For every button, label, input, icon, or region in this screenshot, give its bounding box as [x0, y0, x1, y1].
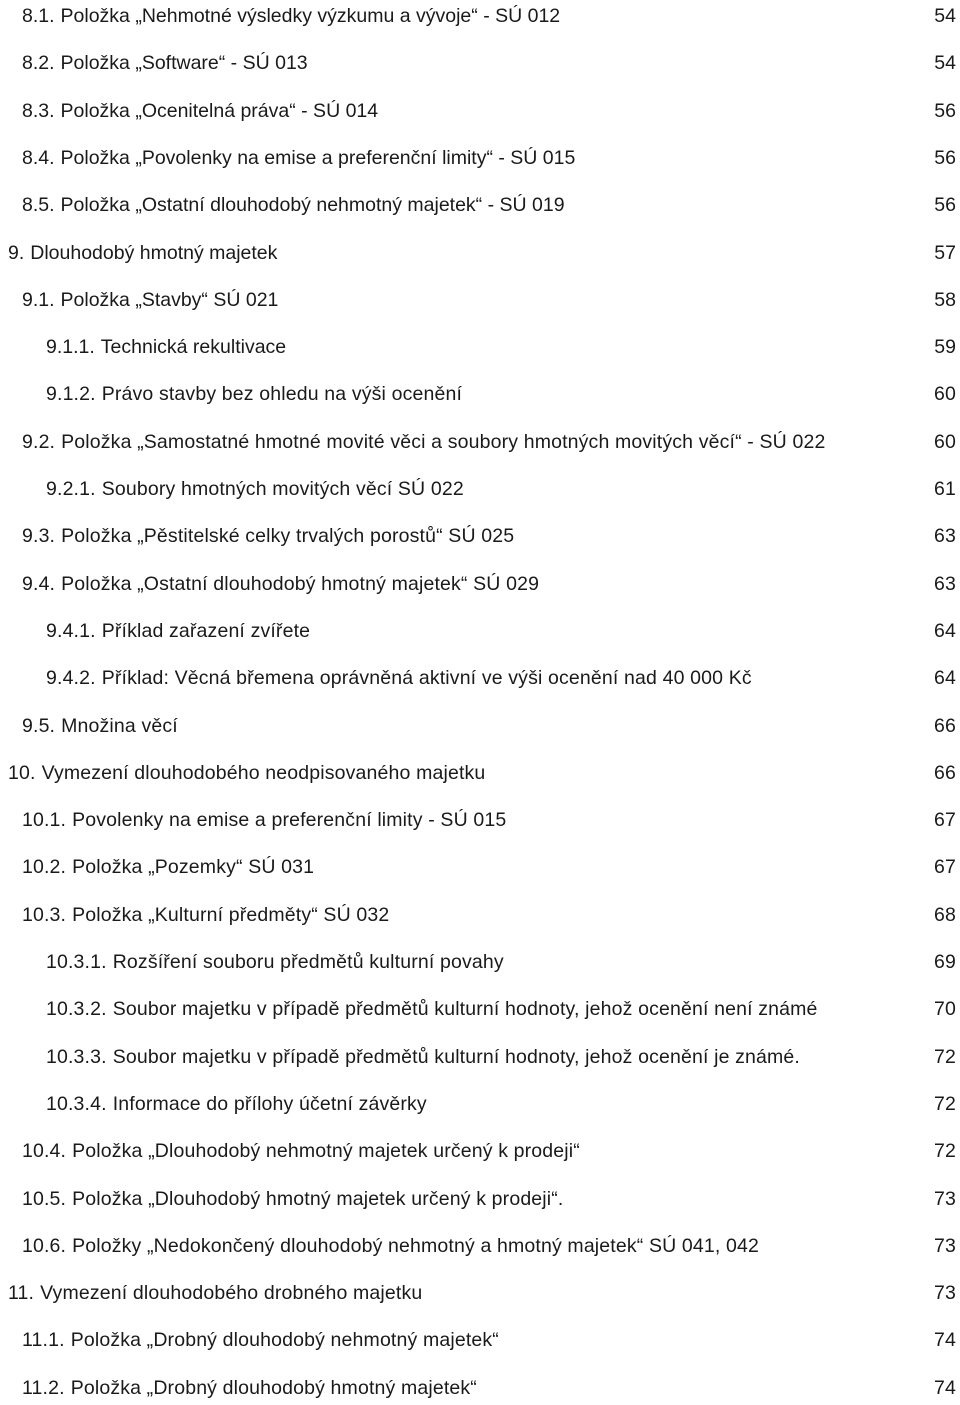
toc-entry-page-number: 69: [934, 951, 956, 973]
toc-entry[interactable]: [0, 1183, 960, 1215]
toc-entry[interactable]: [0, 1230, 960, 1262]
toc-entry-number: 9.2.: [22, 430, 56, 453]
toc-entry-number: 10.3.: [22, 903, 67, 926]
toc-entry-page-number: 60: [934, 430, 956, 453]
toc-entry-page-number: 63: [934, 572, 956, 595]
toc-entry-number: 8.3.: [22, 99, 55, 122]
toc-entry[interactable]: [0, 189, 960, 221]
toc-entry[interactable]: [0, 662, 960, 694]
toc-entry-title: Množina věcí: [61, 714, 178, 737]
toc-entry-title: Položka „Dlouhodobý hmotný majetek určený k prodeji“.: [72, 1187, 564, 1210]
toc-entry-number: 11.2.: [22, 1376, 65, 1399]
toc-entry[interactable]: [0, 95, 960, 127]
toc-entry-number: 8.4.: [22, 146, 55, 169]
toc-entry-title: Položka „Pěstitelské celky trvalých porostů“ SÚ 025: [61, 525, 515, 548]
toc-entry-title: Soubor majetku v případě předmětů kulturní hodnoty, jehož ocenění není známé: [112, 998, 818, 1021]
toc-entry-number: 10.1.: [22, 809, 67, 832]
toc-entry-title: Položka „Stavby“ SÚ 021: [60, 288, 279, 311]
toc-entry-page-number: 57: [934, 241, 956, 264]
toc-entry-page-number: 73: [934, 1234, 956, 1257]
toc-entry[interactable]: [0, 568, 960, 600]
toc-entry-page-number: 64: [934, 667, 956, 690]
toc-entry-title: Soubory hmotných movitých věcí SÚ 022: [101, 478, 464, 500]
toc-entry-title: Příklad zařazení zvířete: [101, 619, 311, 642]
toc-entry[interactable]: [0, 804, 960, 836]
toc-entry-title: Položka „Nehmotné výsledky výzkumu a vývoje“ - SÚ 012: [60, 5, 561, 27]
toc-entry[interactable]: [0, 378, 960, 410]
toc-entry-number: 10.4.: [22, 1140, 67, 1163]
toc-entry-title: Dlouhodobý hmotný majetek: [30, 241, 278, 264]
toc-entry[interactable]: [0, 993, 960, 1025]
toc-entry-page-number: 73: [934, 1187, 956, 1210]
toc-entry[interactable]: [0, 473, 960, 505]
toc-entry-number: 11.: [8, 1282, 35, 1305]
toc-entry-page-number: 63: [934, 525, 956, 548]
toc-entry-page-number: 61: [934, 478, 956, 500]
toc-entry-title: Technická rekultivace: [100, 336, 287, 359]
toc-entry[interactable]: [0, 1135, 960, 1167]
toc-entry-number: 10.3.3.: [46, 1045, 107, 1068]
toc-entry-number: 9.4.2.: [46, 667, 96, 690]
toc-entry-number: 9.4.1.: [46, 619, 96, 642]
toc-entry[interactable]: [0, 851, 960, 883]
toc-entry[interactable]: [0, 757, 960, 789]
toc-entry[interactable]: [0, 946, 960, 978]
toc-entry-number: 8.2.: [22, 52, 55, 75]
toc-entry-page-number: 64: [934, 619, 956, 642]
toc-entry-number: 11.1.: [22, 1329, 65, 1352]
toc-entry-page-number: 59: [934, 336, 956, 359]
toc-entry[interactable]: [0, 710, 960, 742]
toc-entry-number: 8.5.: [22, 194, 55, 217]
toc-entry-title: Položka „Pozemky“ SÚ 031: [72, 856, 315, 879]
toc-entry-title: Povolenky na emise a preferenční limity - SÚ 015: [72, 809, 507, 832]
toc-entry-number: 9.3.: [22, 525, 56, 548]
toc-entry-title: Položka „Samostatné hmotné movité věci a soubory hmotných movitých věcí“ - SÚ 022: [61, 430, 826, 453]
toc-entry-title: Položka „Ostatní dlouhodobý hmotný majetek“ SÚ 029: [61, 572, 540, 595]
toc-entry-number: 8.1.: [22, 5, 55, 27]
toc-entry-title: Položky „Nedokončený dlouhodobý nehmotný a hmotný majetek“ SÚ 041, 042: [72, 1234, 760, 1257]
toc-entry[interactable]: [0, 1324, 960, 1356]
toc-entry-page-number: 72: [934, 1092, 956, 1115]
toc-entry-page-number: 68: [934, 903, 956, 926]
toc-entry[interactable]: [0, 331, 960, 363]
toc-entry-number: 9.1.: [22, 288, 55, 311]
toc-entry-title: Položka „Drobný dlouhodobý hmotný majetek“: [70, 1376, 477, 1399]
toc-entry-page-number: 72: [934, 1140, 956, 1163]
toc-entry[interactable]: [0, 426, 960, 458]
toc-entry-page-number: 74: [934, 1376, 956, 1399]
toc-entry-page-number: 56: [934, 146, 956, 169]
toc-entry-page-number: 73: [934, 1282, 956, 1305]
toc-entry[interactable]: [0, 237, 960, 269]
toc-entry-page-number: 70: [934, 998, 956, 1021]
toc-entry-number: 9.5.: [22, 714, 56, 737]
toc-entry[interactable]: [0, 1088, 960, 1120]
toc-entry[interactable]: [0, 615, 960, 647]
toc-entry-title: Soubor majetku v případě předmětů kulturní hodnoty, jehož ocenění je známé.: [112, 1045, 800, 1068]
toc-entry-title: Položka „Ostatní dlouhodobý nehmotný majetek“ - SÚ 019: [60, 194, 565, 217]
toc-entry-page-number: 56: [934, 99, 956, 122]
toc-entry[interactable]: [0, 520, 960, 552]
toc-entry-title: Příklad: Věcná břemena oprávněná aktivní ve výši ocenění nad 40 000 Kč: [101, 667, 752, 690]
toc-entry-page-number: 72: [934, 1045, 956, 1068]
toc-entry-number: 9.4.: [22, 572, 56, 595]
toc-entry-number: 9.1.2.: [46, 383, 96, 406]
toc-entry-page-number: 67: [934, 856, 956, 879]
toc-entry-number: 10.3.1.: [46, 951, 107, 973]
toc-entry-title: Právo stavby bez ohledu na výši ocenění: [101, 383, 463, 406]
toc-entry-title: Vymezení dlouhodobého drobného majetku: [40, 1282, 423, 1305]
toc-entry[interactable]: [0, 1277, 960, 1309]
toc-entry-page-number: 54: [934, 5, 956, 27]
toc-entry[interactable]: [0, 899, 960, 931]
toc-entry-number: 9.1.1.: [46, 336, 95, 359]
toc-entry-number: 10.2.: [22, 856, 67, 879]
toc-entry-page-number: 67: [934, 809, 956, 832]
toc-entry-page-number: 56: [934, 194, 956, 217]
toc-entry-page-number: 58: [934, 288, 956, 311]
toc-entry-title: Rozšíření souboru předmětů kulturní povahy: [112, 951, 504, 973]
toc-entry[interactable]: [0, 47, 960, 79]
toc-entry-number: 10.3.4.: [46, 1092, 107, 1115]
toc-entry-number: 10.5.: [22, 1187, 67, 1210]
toc-entry-number: 10.3.2.: [46, 998, 107, 1021]
toc-entry[interactable]: [0, 142, 960, 174]
toc-entry-title: Položka „Povolenky na emise a preferenční limity“ - SÚ 015: [60, 146, 576, 169]
toc-entry[interactable]: [0, 0, 960, 32]
toc-entry-title: Položka „Drobný dlouhodobý nehmotný majetek“: [70, 1329, 499, 1352]
toc-entry[interactable]: [0, 1372, 960, 1404]
toc-entry-number: 10.6.: [22, 1234, 67, 1257]
toc-entry-number: 9.2.1.: [46, 478, 96, 500]
toc-entry-page-number: 54: [934, 52, 956, 75]
toc-entry-page-number: 60: [934, 383, 956, 406]
toc-entry-number: 10.: [8, 761, 36, 784]
toc-entry[interactable]: [0, 284, 960, 316]
toc-entry-title: Informace do přílohy účetní závěrky: [112, 1092, 427, 1115]
toc-entry-page-number: 66: [934, 761, 956, 784]
toc-entry-title: Vymezení dlouhodobého neodpisovaného majetku: [41, 761, 486, 784]
toc-entry-page-number: 74: [934, 1329, 956, 1352]
toc-entry-title: Položka „Ocenitelná práva“ - SÚ 014: [60, 99, 379, 122]
toc-entry-page-number: 66: [934, 714, 956, 737]
toc-entry-title: Položka „Dlouhodobý nehmotný majetek určený k prodeji“: [72, 1140, 580, 1163]
toc-entry[interactable]: [0, 1041, 960, 1073]
toc-entry-title: Položka „Kulturní předměty“ SÚ 032: [72, 903, 390, 926]
toc-entry-number: 9.: [8, 241, 25, 264]
toc-entry-title: Položka „Software“ - SÚ 013: [60, 52, 308, 75]
